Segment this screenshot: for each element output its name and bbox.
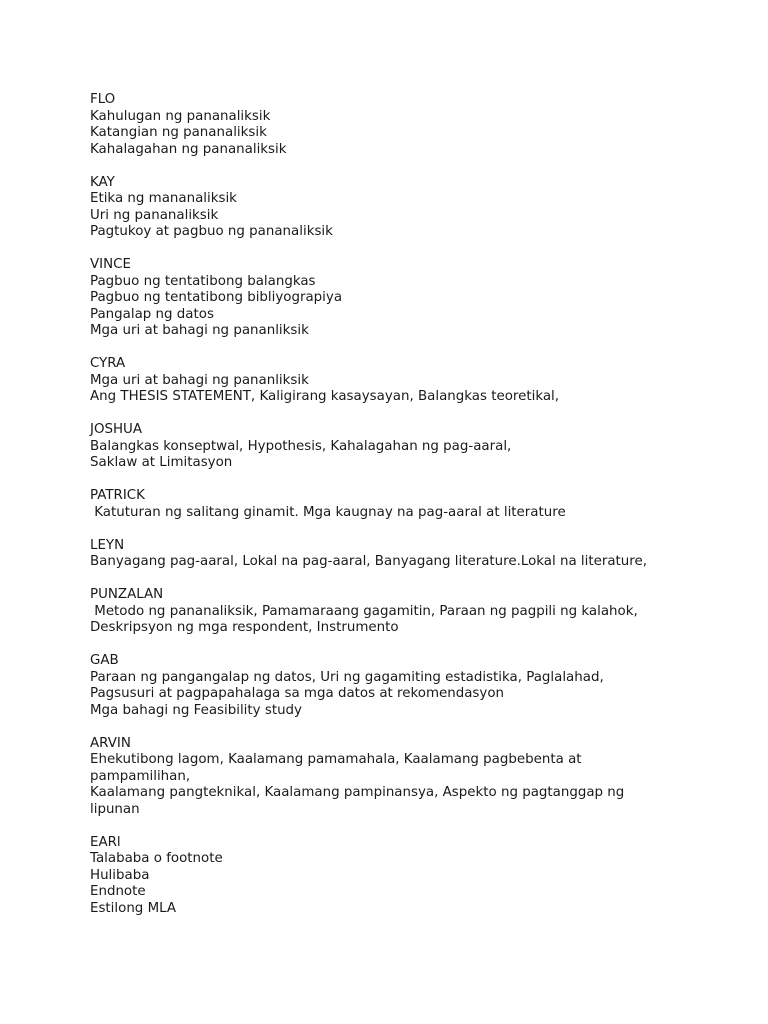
- topic-line: Pagbuo ng tentatibong bibliyograpiya: [90, 290, 343, 305]
- section-name: ARVIN: [90, 735, 131, 751]
- topic-line: Estilong MLA: [90, 900, 177, 916]
- topic-line: Deskripsyon ng mga respondent, Instrumento: [90, 620, 399, 635]
- section-punzalan: [90, 587, 740, 637]
- section-leyn: [90, 538, 740, 571]
- topic-line: Kaalamang pangteknikal, Kaalamang pampinansya, Aspekto ng pagtanggap ng: [90, 785, 625, 800]
- topic-line: Mga bahagi ng Feasibility study: [90, 702, 302, 718]
- topic-line: Banyagang pag-aaral, Lokal na pag-aaral, Banyagang literature.Lokal na literature,: [90, 554, 648, 569]
- topic-line: Saklaw at Limitasyon: [90, 455, 233, 470]
- topic-line: Paraan ng pangangalap ng datos, Uri ng gagamiting estadistika, Paglalahad,: [90, 669, 604, 685]
- section-name: FLO: [90, 92, 116, 107]
- topic-line: Pagbuo ng tentatibong balangkas: [90, 273, 316, 289]
- topic-line: Metodo ng pananaliksik, Pamamaraang gagamitin, Paraan ng pagpili ng kalahok,: [90, 603, 638, 619]
- topic-line: Pagsusuri at pagpapahalaga sa mga datos at rekomendasyon: [90, 686, 505, 701]
- section-cyra: [90, 356, 740, 406]
- topic-line: Hulibaba: [90, 867, 150, 883]
- section-flo: [90, 92, 740, 158]
- topic-line: Kahalagahan ng pananaliksik: [90, 141, 287, 157]
- section-name: LEYN: [90, 537, 125, 553]
- section-kay: [90, 175, 740, 241]
- topic-line: Endnote: [90, 884, 146, 899]
- topic-line: Mga uri at bahagi ng pananliksik: [90, 372, 309, 388]
- section-name: GAB: [90, 653, 119, 668]
- topic-line: Katangian ng pananaliksik: [90, 125, 267, 140]
- topic-line: Ang THESIS STATEMENT, Kaligirang kasaysayan, Balangkas teoretikal,: [90, 389, 560, 404]
- section-name: CYRA: [90, 356, 126, 371]
- topic-line: Pangalap ng datos: [90, 306, 214, 322]
- section-name: KAY: [90, 174, 115, 190]
- section-name: PUNZALAN: [90, 587, 164, 602]
- section-earl: [90, 835, 740, 918]
- section-name: VINCE: [90, 257, 131, 272]
- topic-line: pampamilihan,: [90, 768, 191, 784]
- document-page: [90, 92, 740, 934]
- topic-line: Talababa o footnote: [90, 851, 223, 866]
- topic-line: Uri ng pananaliksik: [90, 207, 219, 223]
- section-name: PATRICK: [90, 488, 145, 503]
- topic-line: Mga uri at bahagi ng pananliksik: [90, 323, 309, 338]
- topic-line: lipunan: [90, 801, 140, 817]
- section-arvin: [90, 736, 740, 819]
- topic-line: Kahulugan ng pananaliksik: [90, 108, 271, 124]
- section-name: EARl: [90, 834, 121, 850]
- section-joshua: [90, 422, 740, 472]
- topic-line: Balangkas konseptwal, Hypothesis, Kahalagahan ng pag-aaral,: [90, 438, 512, 454]
- section-name: JOSHUA: [90, 422, 143, 437]
- section-vince: [90, 257, 740, 340]
- section-gab: [90, 653, 740, 719]
- topic-line: Ehekutibong lagom, Kaalamang pamamahala, Kaalamang pagbebenta at: [90, 752, 582, 767]
- section-patrick: [90, 488, 740, 521]
- topic-line: Katuturan ng salitang ginamit. Mga kaugnay na pag-aaral at literature: [90, 504, 566, 520]
- topic-line: Pagtukoy at pagbuo ng pananaliksik: [90, 224, 333, 239]
- topic-line: Etika ng mananaliksik: [90, 191, 237, 206]
